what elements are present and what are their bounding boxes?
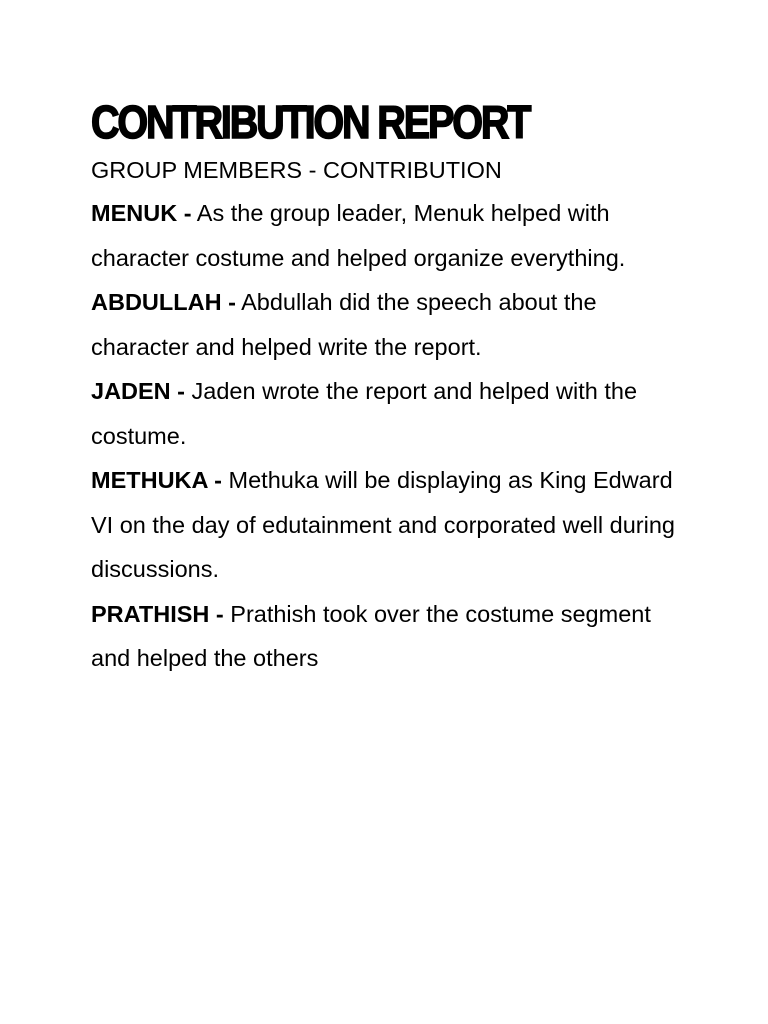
contribution-entry-menuk xyxy=(91,191,691,280)
contribution-entry-methuka xyxy=(91,458,691,592)
contribution-entry-abdullah xyxy=(91,280,691,369)
report-subtitle: GROUP MEMBERS - CONTRIBUTION xyxy=(91,157,502,183)
member-contribution: As the group leader, Menuk helped with character costume and helped organize everything. xyxy=(91,200,626,271)
member-name: ABDULLAH - xyxy=(91,289,236,315)
member-contribution: Prathish took over the costume segment and helped the others xyxy=(91,600,651,671)
member-name: PRATHISH - xyxy=(91,600,224,627)
report-title: CONTRIBUTION REPORT xyxy=(91,96,530,148)
member-name: JADEN - xyxy=(91,378,186,404)
member-name: METHUKA - xyxy=(91,467,222,493)
member-contribution: Jaden wrote the report and helped with the costume. xyxy=(91,378,638,449)
contribution-list xyxy=(91,191,691,681)
document-page xyxy=(91,96,691,681)
member-contribution: Methuka will be displaying as King Edward VI on the day of edutainment and corporated well during discussions. xyxy=(91,467,675,582)
contribution-entry-jaden xyxy=(91,369,691,458)
member-name: MENUK - xyxy=(91,200,192,226)
contribution-entry-prathish xyxy=(91,592,691,681)
member-contribution: Abdullah did the speech about the character and helped write the report. xyxy=(91,289,597,360)
